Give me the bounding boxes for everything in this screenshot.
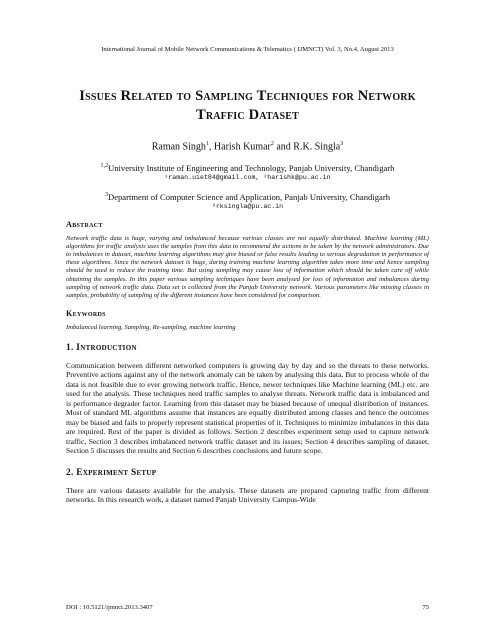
section-text-experiment-setup: There are various datasets available for the analysis. These datasets are prepared capturing traffic from different networks. In this research work, a dataset named Panjab University Campus-Wide: [66, 485, 429, 505]
author-name: R.K. Singla: [293, 141, 341, 153]
author-sup: 1: [205, 141, 209, 147]
author-separator: ,: [208, 141, 214, 153]
page-footer: [66, 604, 429, 611]
author-line: [66, 141, 429, 152]
author-name: Harish Kumar: [213, 141, 271, 153]
author-sup: 2: [270, 141, 274, 147]
paper-title: Issues Related to Sampling Techniques for Network Traffic Dataset: [79, 88, 416, 123]
affiliation-2: [66, 190, 429, 211]
section-heading-experiment-setup: 2. Experiment Setup: [66, 467, 157, 478]
affiliation-sup: 1,2: [100, 163, 109, 170]
journal-header: International Journal of Mobile Network Communications & Telematics ( IJMNCT) Vol. 3, No.4, August 2013: [101, 46, 394, 53]
keywords-heading: Keywords: [66, 308, 106, 318]
section-heading-introduction: 1. Introduction: [66, 342, 137, 353]
affiliation-email: ³rksingla@pu.ac.in: [211, 203, 284, 211]
affiliation-sup: 3: [104, 192, 108, 199]
affiliation-text: University Institute of Engineering and Technology, Panjab University, Chandigarh: [108, 163, 395, 174]
abstract-text: Network traffic data is huge, varying and imbalanced because various classes are not equally distributed. Machine learning (ML) algorithms for traffic analysis uses the samples from this data to recommend the actions to be taken by the network administrators. Due to imbalances in dataset, machine learning algorithms may give biased or false results leading to serious degradation in performance of these algorithms. Since the network dataset is huge, during training machine learning algorithm takes more time and hence sampling should be used to reduce the training time. But using sampling may cause loss of information which should be taken care off while obtaining the samples. In this paper various sampling techniques have been analysed for loss of information and imbalances during sampling of network traffic data. Data set is collected from the Panjab University network. Various parameters like missing classes in samples, probability of sampling of the different instances have been considered for comparison.: [66, 235, 429, 299]
affiliation-email: ¹raman.uiet84@gmail.com, ²harishk@pu.ac.in: [164, 174, 331, 182]
author-name: Raman Singh: [151, 141, 206, 153]
affiliation-1: [66, 161, 429, 182]
abstract-heading: Abstract: [66, 220, 103, 230]
author-separator: and: [273, 141, 294, 153]
doi-text: DOI : 10.5121/ijmnct.2013.3407: [66, 604, 153, 611]
affiliation-text: Department of Computer Science and Application, Panjab University, Chandigarh: [107, 192, 390, 203]
section-text-introduction: Communication between different networked computers is growing day by day and so the threats to these networks. Preventive actions against any of the network anomaly can be taken by analysing this data. But to process whole of the data is not feasible due to ever growing network traffic. Hence, newer techniques like Machine learning (ML) etc. are used for the analysis. These techniques need traffic samples to analyse threats. Network traffic data is imbalanced and is performance degrader factor. Learning from this dataset may be biased because of unequal distribution of instances. Most of standard ML algorithms assume that instances are equally distributed among classes and hence the outcomes may be biased and fails to properly represent statistical properties of it. Techniques to minimize imbalances in this data are required. Rest of the paper is divided as follows. Section 2 describes experiment setup used to capture network traffic, Section 3 describes imbalanced network traffic dataset and its issues; Section 4 describes sampling of dataset, Section 5 discusses the results and Section 6 describes conclusions and future scope.: [66, 360, 429, 456]
page-number: 75: [422, 604, 429, 611]
keywords-text: Imbalanced learning, Sampling, Re-sampling, machine learning: [66, 323, 236, 331]
author-sup: 3: [340, 141, 344, 147]
